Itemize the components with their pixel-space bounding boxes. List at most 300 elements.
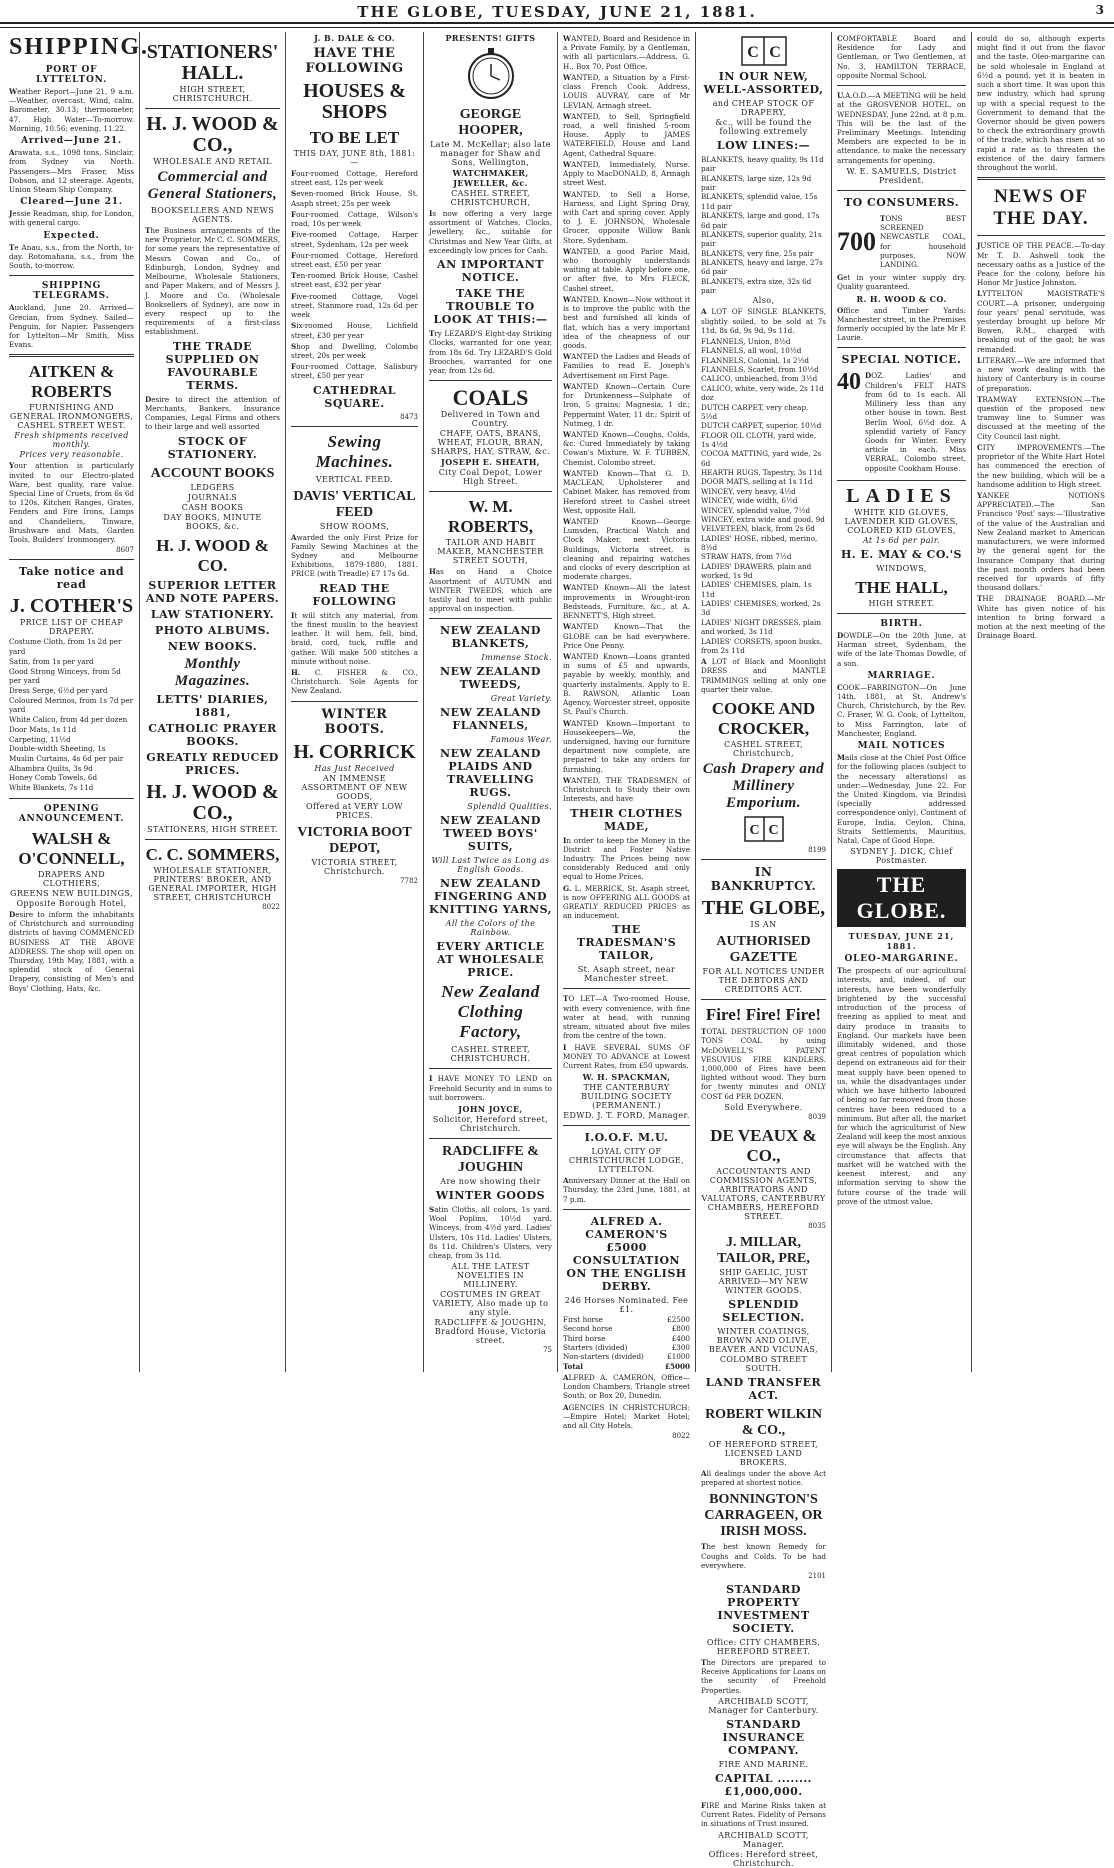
column-notices	[832, 32, 972, 1372]
cameron-end: ALFRED A. CAMERON, Office—London Chambers, Triangle street South, or Box 20, Dunedin.	[563, 1373, 690, 1401]
list-item: WINCEY, splendid value, 7½d	[701, 505, 811, 515]
divider	[291, 426, 418, 427]
account-item: LEDGERS	[190, 482, 235, 492]
table-row	[563, 1334, 690, 1343]
divider	[977, 177, 1105, 180]
wanted-ad: WANTED Known—George Lumsden, Practical Watch and Clock Maker, next Victoria Buildings, Victoria street, is cleaning and repairing watches and clocks of every description at moderate charges.	[563, 516, 690, 582]
wanted-ad: WANTED Known—All the latest improvements in Wrought-iron Bedsteads, Furniture, &c., at A. BENNETT'S, High street.	[563, 583, 690, 621]
price-item: White Calico, from 4d per dozen	[9, 715, 128, 725]
take-trouble: TAKE THE TROUBLE TO LOOK AT THIS:—	[433, 287, 548, 327]
wood-body: The Business arrangements of the new Proprietor, Mr C. C. SOMMERS, for some years the representative of Messrs Cowan and Co., of Edinburgh, London, Sydney and Melbourne, Wholesale Stationers, and Paper Makers, and of Messrs J. J. Moore and Co. (Wholesale Booksellers of Sydney), are now in every respect up to the requirements of a first-class establishment.	[145, 226, 280, 337]
horses-nominated: 246 Horses Nominated. Fee £1.	[564, 1295, 689, 1314]
column-presents	[424, 32, 558, 1372]
let-item: Six-roomed House, Lichfield street, £30 per year	[291, 321, 418, 340]
list-item: BLANKETS, superior quality, 21s pair	[701, 229, 822, 249]
hooper-watchmaker: WATCHMAKER, JEWELLER, &c.	[452, 168, 529, 188]
expected-heading: Expected.	[43, 230, 100, 241]
nz-boys-suits: NEW ZEALAND TWEED BOYS' SUITS,	[440, 814, 541, 854]
davis-vertical-feed: DAVIS' VERTICAL FEED	[293, 488, 416, 520]
wood-booksellers: BOOKSELLERS AND NEWS AGENTS.	[150, 206, 275, 224]
aitken-roberts-fresh: Fresh shipments received monthly.	[14, 431, 129, 450]
nz-yarns: NEW ZEALAND FINGERING AND KNITTING YARNS,	[429, 877, 552, 917]
tradesmans-tailor: THE TRADESMAN'S TAILOR,	[576, 923, 677, 963]
per-pair: At 1s 6d per pair.	[862, 535, 941, 545]
radcliffe-showing: Are now showing their	[440, 1177, 541, 1187]
list-item: CALICO, unbleached, from 3½d	[701, 374, 818, 384]
column-news	[972, 32, 1110, 1372]
list-item: FLOOR OIL CLOTH, yard wide, 1s 4½d	[701, 430, 817, 449]
hooper-late: Late M. McKellar; also late manager for Shaw and Sons, Wellington,	[430, 140, 551, 167]
list-item: BLANKETS, splendid value, 15s 11d pair	[701, 192, 818, 211]
wilkin-name: ROBERT WILKIN & CO.,	[705, 1406, 822, 1438]
building-society: THE CANTERBURY BUILDING SOCIETY (PERMANENT.)	[581, 1083, 672, 1111]
price-item: Honey Comb Towels, 6d	[9, 773, 98, 783]
let-item: Four-roomed Cottage, Salisbury street, £50 per year	[291, 362, 418, 381]
sommers-ref: 8022	[262, 902, 280, 911]
archibald-manager: ARCHIBALD SCOTT, Manager for Canterbury.	[708, 1696, 819, 1715]
radcliffe-ref: 75	[543, 1346, 552, 1355]
divider	[977, 235, 1105, 236]
fire-marine: FIRE AND MARINE.	[718, 1759, 809, 1769]
winter-boots: WINTER BOOTS.	[321, 706, 388, 737]
sheath-name: JOSEPH E. SHEATH,	[441, 457, 540, 468]
wood-coal-name: R. H. WOOD & CO.	[856, 293, 947, 304]
coal-quality: Get in your winter supply dry. Quality guaranteed.	[837, 273, 966, 292]
price-item: Satin, from 1s per yard	[9, 656, 94, 666]
lezard-text: Try LEZARD'S Eight-day Striking Clocks, warranted for one year, from 18s 6d. Try LEZARD'S Gold Brooches, warranted for one year, from 12s 6d.	[429, 329, 552, 375]
wanted-ad: WANTED Known—That G. D. MACLEAN, Upholsterer and Cabinet Maker, has removed from Hereford street to Cashel street West, opposite Hall.	[563, 468, 690, 515]
aitken-roberts-body: Your attention is particularly invited to our Electro-plated Ware, best quality, rare value. Special Line of Cruets, from 6s 6d to 120s. Kitchen Ranges, Grates, Fenders and Fire Irons, Lamps and Chandeliers, Tinware, Brushware and Mats, Garden Tools, Builders' Ironmongery.	[9, 461, 134, 545]
merrick-text: G. L. MERRICK, St. Asaph street, is now OFFERING ALL GOODS at GREATLY REDUCED PRICES as an inducement.	[563, 883, 690, 921]
prize-value: £400	[671, 1333, 690, 1343]
davis-body: Awarded the only First Prize for Family Sewing Machines at the Sydney and Melbourne Exhibitions, 1879-1880, 1881. PRICE (with Treadle) £7 17s 6d.	[291, 532, 418, 579]
walsh-building: GREENS NEW BUILDINGS,	[10, 888, 133, 898]
wanted-ad: WANTED, Known—Now without it is to improve the public with the best and furnished all kinds of flat, which has a very important idea of the cheapness of our goods.	[563, 294, 690, 350]
nz-blankets: NEW ZEALAND BLANKETS,	[440, 624, 541, 651]
nz-plaids-note: Splendid Qualities.	[467, 802, 552, 812]
victoria-boot-depot: VICTORIA BOOT DEPOT,	[297, 824, 412, 856]
price-item: Alhambra Quilts, 3s 9d	[9, 763, 93, 773]
also: Also,	[752, 296, 775, 306]
nz-plaids: NEW ZEALAND PLAIDS AND TRAVELLING RUGS.	[440, 747, 541, 800]
hats-ad	[837, 369, 966, 474]
millar-name: J. MILLAR, TAILOR, PRE,	[717, 1234, 810, 1266]
list-item: WINCEY, very heavy, 4½d	[701, 486, 796, 496]
coal-tons: TONS BEST SCREENED NEWCASTLE COAL, for household purposes, NOW LANDING.	[880, 213, 966, 269]
prize-label: Starters (divided)	[563, 1342, 628, 1352]
joyce-name: JOHN JOYCE,	[458, 1104, 523, 1115]
list-item: BLANKETS, large and good, 17s 6d pair	[701, 211, 820, 230]
millar-sub: SHIP GAELIC, JUST ARRIVED—MY NEW WINTER GOODS.	[718, 1267, 809, 1295]
wood-firm-name-3: H. J. WOOD & CO.,	[146, 780, 279, 824]
aitken-roberts-name: AITKEN & ROBERTS	[28, 362, 115, 402]
let-item: Seven-roomed Brick House, St. Asaph street, 25s per week	[291, 189, 418, 208]
shipping-heading: SHIPPING.	[9, 34, 150, 60]
houses-shops: HOUSES & SHOPS	[303, 80, 406, 123]
coal-ad	[837, 212, 966, 271]
wilkin-body: All dealings under the above Act prepared at shortest notice.	[701, 1468, 826, 1488]
cameron-consultation: ALFRED A. CAMERON'S £5000 CONSULTATION ON THE ENGLISH DERBY.	[566, 1214, 687, 1293]
radcliffe-winter: WINTER GOODS	[435, 1189, 546, 1203]
standard-office: Office: CITY CHAMBERS, HEREFORD STREET.	[706, 1637, 821, 1656]
trade-supplied: THE TRADE SUPPLIED ON FAVOURABLE TERMS.	[165, 339, 260, 392]
masthead-title: THE GLOBE, TUESDAY, JUNE 21, 1881.	[357, 3, 757, 21]
divider	[837, 347, 966, 348]
every-article: EVERY ARTICLE AT WHOLESALE PRICE.	[436, 940, 545, 980]
column-houses	[286, 32, 424, 1372]
divider	[837, 85, 966, 86]
let-item: Shop and Dwelling, Colombo street, 20s per week	[291, 341, 418, 360]
news-item: LITERARY.—We are informed that a new work dealing with the history of Canterbury is in course of preparation.	[977, 355, 1105, 393]
sheath-depot: City Coal Depot, Lower High Street.	[438, 468, 543, 487]
comfortable-board: COMFORTABLE Board and Residence for Lady and Gentleman, or Two Gentlemen, at No. 3, HAMILTON TERRACE, opposite Normal School.	[837, 34, 966, 80]
bonnington-name: BONNINGTON'S CARRAGEEN, OR IRISH MOSS.	[704, 1492, 823, 1540]
globe-is-an: IS AN	[750, 920, 777, 930]
corrick-ref: 7782	[400, 876, 418, 885]
superior-papers: SUPERIOR LETTER AND NOTE PAPERS.	[145, 578, 280, 605]
list-item: FLANNELS, Union, 8½d	[701, 337, 791, 347]
list-item: BLANKETS, heavy quality, 9s 11d pair	[701, 155, 824, 174]
new-store-c: &c., will be found the following extremely	[715, 118, 812, 136]
bonnington-ref: 2101	[808, 1571, 826, 1580]
divider	[701, 859, 826, 860]
divider	[429, 1138, 552, 1139]
table-total-row	[563, 1362, 690, 1371]
in-bankruptcy: IN BANKRUPTCY.	[710, 865, 817, 894]
sommers-name: C. C. SOMMERS,	[145, 844, 280, 864]
corrick-name: H. CORRICK	[293, 740, 416, 763]
pocket-watch-icon	[463, 46, 519, 102]
prize-value: £800	[671, 1324, 690, 1334]
wanted-ad: WANTED, Immediately, Nurse. Apply to MacDONALD, 8, Armagh street West.	[563, 159, 690, 188]
walsh-body: Desire to inform the inhabitants of Christchurch and surrounding districts of having COMMENCED BUSINESS AT THE ABOVE ADDRESS. The shop will open on Thursday, 19th May, 1881, with a splendid stock of General Drapery, consisting of Men's and Boys' Clothing, Hats, &c.	[9, 909, 134, 993]
presents-gifts: PRESENTS! GIFTS	[445, 33, 536, 43]
account-item: JOURNALS	[187, 492, 238, 502]
millar-selection: SPLENDID SELECTION.	[722, 1297, 805, 1324]
seven-hundred: 700	[837, 226, 876, 256]
wanted-ad: WANTED, to Sell, Springfield road, a well finished 5-room House. Apply to JAMES WATERFIELD, House and Land Agent, Cathedral Square.	[563, 111, 690, 158]
list-item: HEARTH RUGS, Tapestry, 3s 11d	[701, 468, 823, 478]
corrick-assortment: AN IMMENSE ASSORTMENT OF NEW GOODS,	[301, 773, 408, 801]
nz-tweeds: NEW ZEALAND TWEEDS,	[440, 665, 541, 692]
roberts-body: Has on Hand a Choice Assortment of AUTUMN and WINTER TWEEDS, which are tastily had to meet with public approval on inspection.	[429, 567, 552, 614]
price-item: Carpeting, 11½d	[9, 734, 71, 744]
globe-gazette-title: THE GLOBE,	[701, 897, 826, 920]
globe-editorial-heading: THE GLOBE.	[837, 869, 966, 927]
svg-text:C: C	[748, 823, 760, 839]
account-item: DAY BOOKS, MINUTE BOOKS, &c.	[163, 512, 262, 531]
letts-diaries: LETTS' DIARIES, 1881,	[156, 692, 269, 719]
column-shipping	[4, 32, 150, 1372]
account-item: CASH BOOKS	[181, 502, 244, 512]
coals-delivered: Delivered in Town and Country.	[440, 410, 541, 429]
hats-body: DOZ. Ladies' and Children's FELT HATS from 6d to 1s each. All Millinery less than any other house in town. Best Berlin Wool, 6½d doz. A splendid variety of Fancy Goods for Winter. Every article in each. Miss VERRAL, Colombo street, opposite Cookham House.	[865, 371, 966, 473]
have-following: HAVE THE FOLLOWING	[305, 46, 404, 76]
nz-tweeds-note: Great Variety.	[490, 694, 552, 704]
let-list	[291, 169, 418, 381]
news-item: THE DRAINAGE BOARD.—Mr White has given notice of his intention to bring forward a motion at the next meeting of the Drainage Board.	[977, 594, 1105, 641]
table-row	[563, 1343, 690, 1352]
take-notice: Take notice and read	[18, 565, 125, 592]
coals-heading: COALS	[452, 385, 529, 411]
standard-insurance: STANDARD INSURANCE COMPANY.	[722, 1717, 805, 1757]
blanket-list	[701, 155, 826, 295]
millar-address: COLOMBO STREET SOUTH.	[719, 1354, 808, 1373]
nz-boys-suits-note: Will Last Twice as Long as English Goods.	[431, 856, 550, 875]
wanted-ad: WANTED, a Situation by a First-class French Cook. Address, LOUIS AUVRAY, care of Mr LEVIAN, Armagh street.	[563, 72, 690, 110]
cother-name: J. COTHER'S	[9, 595, 134, 618]
hooper-address: CASHEL STREET, CHRISTCHURCH,	[450, 189, 531, 207]
to-be-let: TO BE LET	[309, 128, 400, 147]
list-item: BLANKETS, extra size, 32s 6d pair	[701, 276, 812, 296]
oleo-heading: OLEO-MARGARINE.	[844, 954, 959, 965]
list-item: LADIES' CHEMISES, worked, 2s 3d	[701, 599, 821, 618]
let-item: Four-roomed Cottage, Wilson's road, 10s per week	[291, 209, 418, 229]
hooper-body: Is now offering a very large assortment of Watches, Clocks, Jewellery, &c., suitable for Christmas and New Year Gifts, at exceedingly low prices for Cash.	[429, 209, 552, 255]
roberts-sub: TAILOR AND HABIT MAKER, MANCHESTER STREET SOUTH,	[437, 538, 544, 566]
cleared-heading: Cleared—June 21.	[20, 197, 123, 208]
radcliffe-end: RADCLIFFE & JOUGHIN, Bradford House, Victoria street.	[434, 1318, 547, 1346]
news-of-the-day: NEWS OF THE DAY.	[993, 186, 1089, 230]
cathedral-ref: 8473	[400, 412, 418, 421]
list-item: BLANKETS, heavy and large, 27s 6d pair	[701, 257, 823, 277]
prize-label: Non-starters (divided)	[563, 1352, 644, 1362]
list-item: WINCEY, wide width, 6½d	[701, 496, 798, 506]
high-street: HIGH STREET.	[868, 598, 935, 608]
roberts-name: W. M. ROBERTS,	[448, 497, 533, 537]
arrived-heading: Arrived—June 21.	[21, 136, 122, 147]
masthead	[0, 0, 1114, 24]
prize-table	[563, 1315, 690, 1371]
column-drapery	[696, 32, 832, 1868]
new-books: NEW BOOKS.	[167, 639, 258, 653]
insurance-body: FIRE and Marine Risks taken at Current Rates. Fidelity of Persons in situations of Trust insured.	[701, 1800, 826, 1829]
divider	[837, 190, 966, 191]
opening-heading: OPENING ANNOUNCEMENT.	[18, 803, 125, 824]
list-item: FLANNELS, Scarlet, from 10½d	[701, 365, 819, 375]
news-item: CITY IMPROVEMENTS.—The proprietor of the White Hart Hotel has commenced the erection of the new building, which will be a handsome addition to High street.	[977, 442, 1105, 489]
total-label: Total	[563, 1361, 584, 1371]
birth-notice: DOWDLE—On the 20th June, at Harman street, Sydenham, the wife of the late Thomas Dowdle, of a son.	[837, 630, 966, 668]
prize-label: Third horse	[563, 1333, 606, 1343]
nz-yarns-note: All the Colors of the Rainbow.	[445, 919, 536, 938]
corrick-prices: Offered at VERY LOW PRICES.	[306, 801, 403, 820]
spackman-name: W. H. SPACKMAN,	[582, 1072, 671, 1083]
price-item: Dress Serge, 6½d per yard	[9, 685, 108, 695]
wanted-ad: WANTED the Ladies and Heads of Families to read E. Joseph's Advertisement on First Page.	[563, 352, 690, 380]
svg-text:C: C	[746, 44, 759, 61]
editorial-continued: could do so, although experts might find it out from the flavor and the taste. Oleo-margarine can be sold wholesale in England at 6½d a pound, yet it is beaten in such a short time. It was upon this new industry, which had sprung up with a special request to the Government to demand that the Governor should be given powers to check the extraordinary growth of the trade, which has risen at so rapid a rate as to threaten the existence of the dairy farmers throughout the world.	[977, 34, 1105, 173]
divider	[145, 108, 280, 109]
list-item: LADIES' DRAWERS, plain and worked, 1s 9d	[701, 561, 812, 581]
list-item: LADIES' CORSETS, spoon busks, from 2s 11d	[701, 636, 823, 655]
radcliffe-body: Satin Cloths, all colors, 1s yard. Wool Poplins, 10½d yard. Winceys, from 4½d yard. Ladies' Ulsters, 10s 11d. Ladies' Ulsters, 8s 11d. Children's Ulsters, very cheap, from 3s 11d.	[429, 1205, 552, 1261]
millar-coatings: WINTER COATINGS, BROWN AND OLIVE, BEAVER AND VICUNAS,	[709, 1326, 818, 1354]
divider	[9, 354, 134, 357]
table-row	[563, 1352, 690, 1361]
divider	[9, 275, 134, 276]
money-lend: I HAVE MONEY TO LEND on Freehold Security and in sums to suit borrowers.	[429, 1074, 552, 1102]
may-windows: H. E. MAY & CO.'S	[840, 547, 963, 561]
wood-firm-name: H. J. WOOD & CO.,	[146, 113, 279, 156]
list-item: BLANKETS, very fine, 25s pair	[701, 248, 814, 258]
price-item: Costume Cloth, from 1s 2d per yard	[9, 637, 122, 657]
walsh-name: WALSH & O'CONNELL,	[18, 828, 125, 868]
divider	[837, 613, 966, 614]
wanted-ad: WANTED Known—Important to Housekeepers—We, the undersigned, having our furniture department now complete, are prepared to take any orders for furnishing.	[563, 718, 690, 774]
divider	[429, 618, 552, 619]
divider	[563, 988, 690, 989]
list-item: DOOR MATS, selling at 1s 11d	[701, 477, 813, 487]
prize-value: £2500	[667, 1314, 690, 1324]
column-stationers	[140, 32, 286, 1372]
list-item: FLANNELS, Colonial, 1s 2½d	[701, 355, 810, 365]
scott-manager: ARCHIBALD SCOTT, Manager.	[718, 1830, 809, 1849]
divider	[563, 1209, 690, 1210]
authorised-notices: FOR ALL NOTICES UNDER THE DEBTORS AND CREDITORS ACT.	[702, 967, 825, 995]
ford-manager: EDWD. J. T. FORD, Manager.	[563, 1111, 690, 1121]
monthly-magazines: Monthly Magazines.	[174, 655, 251, 689]
divider	[429, 1068, 552, 1069]
dale-name: J. B. DALE & CO.	[314, 33, 395, 43]
stationers-address: HIGH STREET, CHRISTCHURCH.	[172, 85, 253, 103]
prize-value: £1000	[667, 1352, 690, 1362]
table-row	[563, 1315, 690, 1324]
dick-postmaster: SYDNEY J. DICK, Chief Postmaster.	[850, 847, 953, 866]
wanted-ref: 8022	[672, 1432, 690, 1441]
cash-drapery: Cash Drapery and Millinery Emporium.	[702, 761, 825, 812]
let-date: THIS DAY, JUNE 8th, 1881:—	[293, 149, 416, 167]
victoria-address: VICTORIA STREET, Christchurch.	[311, 857, 398, 876]
wood-firm-name-2: H. J. WOOD & CO.	[156, 535, 269, 575]
page-number: 3	[1095, 3, 1106, 17]
davis-show-rooms: SHOW ROOMS,	[319, 521, 390, 531]
kid-gloves: WHITE KID GLOVES, LAVENDER KID GLOVES, COLORED KID GLOVES,	[844, 507, 959, 535]
aitken-roberts-sub: FURNISHING AND GENERAL IRONMONGERS, CASHEL STREET WEST.	[9, 403, 134, 431]
column-wanted	[558, 32, 696, 1441]
divider	[837, 480, 966, 481]
wanted-ad: WANTED, THE TRADESMEN of Christchurch to Study their own Interests, and have	[563, 775, 690, 804]
standard-society: STANDARD PROPERTY INVESTMENT SOCIETY.	[717, 1582, 810, 1635]
catholic-books: CATHOLIC PRAYER BOOKS.	[148, 721, 277, 748]
stock-heading: STOCK OF STATIONERY.	[167, 434, 258, 461]
scott-office: Offices: Hereford street, Christchurch.	[708, 1849, 819, 1868]
walsh-opposite: Opposite Borough Hotel,	[16, 898, 127, 908]
let-item: Four-roomed Cottage, Hereford street east, 12s per week	[291, 169, 418, 188]
wood-wholesale: WHOLESALE AND RETAIL	[153, 157, 272, 166]
list-item: BLANKETS, large size, 12s 9d pair	[701, 173, 812, 193]
wanted-ad: WANTED Known—Certain Cure for Drunkenness—Sulphate of Iron, 5 grains; Magnesia, 1 dr.; Peppermint Water, 11 dr.; Spirit of Nutmeg, 1 dr.	[563, 381, 690, 428]
let-item: Five-roomed Cottage, Harper street, Sydenham, 12s per week	[291, 230, 418, 249]
cc-monogram-icon	[741, 36, 787, 66]
wanted-ad: WANTED, to Sell a Horse, Harness, and Light Spring Dray, with Cart and spring cover. Apply to J. E. JOHNSON, Wholesale Grocer, opposite Willow Bank Store, Sydenham.	[563, 189, 690, 245]
account-books: ACCOUNT BOOKS	[150, 465, 275, 481]
marriage-notice: COOK—FARRINGTON—On June 14th, 1881, at St. Andrew's Church, Christchurch, by the Rev. C. Fraser, W. G. Cook, of Lyttelton, to Miss Farrington, late of Manchester, England.	[837, 682, 966, 738]
price-item: Coloured Merinos, from 1s 7d per yard	[9, 695, 134, 715]
fisher-agents: H. C. FISHER & CO., Christchurch. Sole Agents for New Zealand.	[291, 668, 418, 696]
land-transfer: LAND TRANSFER ACT.	[705, 1375, 822, 1402]
mail-heading: MAIL NOTICES	[857, 741, 946, 752]
clothes-body: In order to keep the Money in the District and Foster Native Industry. The Prices being now considerably Reduced and only equal to Home Prices.	[563, 835, 690, 882]
aitken-roberts-prices: Prices very reasonable.	[19, 450, 124, 460]
special-notice: SPECIAL NOTICE.	[841, 353, 962, 367]
stationers-hall: STATIONERS' HALL.	[146, 41, 279, 84]
sewing-instructions: It will stitch any material, from the finest muslin to the heaviest leather. It will hem, fell, bind, braid, cord, tuck, ruffle and gather. Will make 500 stitches a minute without noise.	[291, 610, 418, 666]
fire-ref: 8039	[808, 1112, 826, 1121]
de-veaux-name: DE VEAUX & CO.,	[710, 1125, 817, 1165]
walsh-sub: DRAPERS AND CLOTHIERS,	[37, 869, 106, 888]
joyce-sub: Solicitor, Hereford street, Christchurch.	[432, 1115, 549, 1134]
divider	[429, 380, 552, 381]
wanted-ad: WANTED Known—Loans granted in sums of £5 and upwards, payable by weekly, monthly, and quarterly instalments. Apply to E. B. RAWSON, Atlantic Loan Agency, Worcester street, opposite St. Paul's Church.	[563, 652, 690, 717]
telegrams-text: Auckland, June 20. Arrived—Grecian, from Sydney. Sailed—Penguin, for Napier. Passengers for Lyttelton—Mr Smith, Miss Evans.	[9, 303, 134, 350]
new-store-b: and CHEAP STOCK OF DRAPERY,	[712, 99, 815, 117]
clothing-factory: New Zealand Clothing Factory,	[441, 982, 540, 1042]
to-consumers: TO CONSUMERS.	[843, 195, 960, 209]
total-value: £5000	[664, 1361, 690, 1371]
news-item: LYTTELTON MAGISTRATE'S COURT.—A prisoner, undergoing four years' penal servitude, was yesterday brought up before Mr Bowen, R.M., charged with breaking out of the gaol; he was remanded.	[977, 289, 1105, 354]
editorial-body: The prospects of our agricultural interests, and, indeed, of our interests, have been wonderfully brightened by the successful introduction of the process of freezing as applied to meat and dairy produce in transits to England. Our markets have been illimitably widened, and those great centres of population which depend on extraneous aid for their meat supply have been opened to us, while the disadvantages under which we have hitherto laboured of being so far removed from those centres have been reduced to a minimum. But after all, the market for which the agriculturist of New Zealand will keep the most anxious eye will always be the English. Any circumstance that affects that market will be watched with the keenest interest, and any information serving to show the future course of the trade will prove of the utmost value.	[837, 966, 966, 1206]
divider	[429, 491, 552, 492]
wanted-ad: WANTED Known—Coughs, Colds, &c. Cured Immediately by taking Cowan's Mixture. W. F. TUBBEN, Chemist, Colombo street.	[563, 429, 690, 467]
weather-report: Weather Report—June 21, 9 a.m.—Weather, overcast. Wind, calm. Barometer, 30.13; thermometer, 47. High Water—To-morrow. Morning, 10.56; evening, 11.22.	[9, 87, 134, 133]
price-item: White Blankets, 7s 11d	[9, 783, 94, 793]
sewing-machines: Sewing Machines.	[315, 431, 394, 471]
wood-high-street: STATIONERS, HIGH STREET.	[147, 824, 278, 834]
money-advance: I HAVE SEVERAL SUMS OF MONEY TO ADVANCE at Lowest Current Rates, from £50 upwards.	[563, 1042, 690, 1070]
news-item: JUSTICE OF THE PEACE.—To-day Mr T. D. Ashwell took the necessary oaths as a Justice of the Peace for the colony, before his Honor Mr Justice Johnston.	[977, 241, 1105, 288]
newspaper-columns	[4, 32, 1110, 1868]
price-item: Door Mats, 1s 11d	[9, 724, 77, 734]
cooke-ref: 8199	[808, 846, 826, 855]
important-notice: AN IMPORTANT NOTICE.	[437, 258, 544, 285]
divider	[145, 839, 280, 840]
tailor-address: St. Asaph street, near Manchester street.	[577, 965, 676, 984]
cother-price-list	[9, 637, 134, 793]
de-veaux-sub: ACCOUNTANTS AND COMMISSION AGENTS, ARBITRATORS AND VALUATORS, CANTERBURY CHAMBERS, HEREFORD STREET.	[701, 1166, 826, 1221]
law-stationery: LAW STATIONERY.	[150, 607, 275, 621]
to-let-ad: TO LET—A Two-roomed House, with every convenience, with fine water at head, with running stream, situated about five miles from the centre of the town.	[563, 994, 690, 1041]
list-item: CALICO, white, very wide, 2s 11d doz	[701, 383, 824, 403]
anniversary-dinner: Anniversary Dinner at the Hall on Thursday, the 23rd June, 1881, at 7 p.m.	[563, 1176, 690, 1204]
forty: 40	[837, 369, 861, 396]
factory-address: CASHEL STREET, CHRISTCHURCH.	[450, 1045, 531, 1064]
table-row	[563, 1324, 690, 1333]
drapery-list	[701, 337, 826, 655]
svg-text:C: C	[767, 823, 779, 839]
reduced-prices: GREATLY REDUCED PRICES.	[146, 750, 279, 777]
cathedral-square: CATHEDRAL SQUARE.	[312, 383, 397, 410]
masthead-rule	[0, 27, 1114, 28]
divider	[9, 559, 134, 560]
list-item: DUTCH CARPET, very cheap, 5½d	[701, 402, 809, 421]
ioof-heading: I.O.O.F. M.U.	[584, 1131, 669, 1145]
capital: CAPITAL ........ £1,000,000.	[714, 1771, 813, 1798]
wood-coal-office: Office and Timber Yards: Manchester street, in the Premises formerly occupied by the late Mr P. Laurie.	[837, 305, 966, 343]
read-following: READ THE FOLLOWING	[312, 581, 397, 608]
cc-monogram-icon	[744, 816, 784, 842]
wanted-ad: WANTED, Board and Residence in a Private Family, by a Gentleman, with all particulars.—Address, G. H., Box 70, Post Office.	[563, 34, 690, 71]
list-item: LADIES' HOSE, ribbed, merino, 8½d	[701, 533, 818, 552]
price-item: Good Strong Winceys, from 5d per yard	[9, 666, 121, 686]
mail-notice: Mails close at the Chief Post Office for the following places (subject to the necessary alterations) as under:—Wednesday, June 22. For the United Kingdom, via Brindisi (specially addressed correspondence only), Continent of Europe, India, Ceylon, China, Straits Settlements, Mauritius, Natal, Cape of Good Hope.	[837, 753, 966, 846]
arrived-text: Arawata, s.s., 1098 tons, Sinclair, from Sydney via North. Passengers—Mrs Fraser, Miss Dobson, and 12 steerage. Agents, Union Steam Ship Company.	[9, 148, 134, 194]
let-item: Five-roomed Cottage, Vogel street, Stanmore road, 12s 6d per week	[291, 291, 418, 320]
wanted-ad: WANTED, a good Parlor Maid, who thoroughly understands waiting at table. Apply before one, or after five, to Mrs FLECK, Cashel street.	[563, 246, 690, 293]
hooper-name: GEORGE HOOPER,	[458, 107, 523, 138]
agencies: AGENCIES IN CHRISTCHURCH:—Empire Hotel; Market Hotel; and all City Hotels.	[563, 1402, 690, 1431]
radcliffe-novelties: ALL THE LATEST NOVELTIES IN MILLINERY.	[451, 1262, 530, 1290]
